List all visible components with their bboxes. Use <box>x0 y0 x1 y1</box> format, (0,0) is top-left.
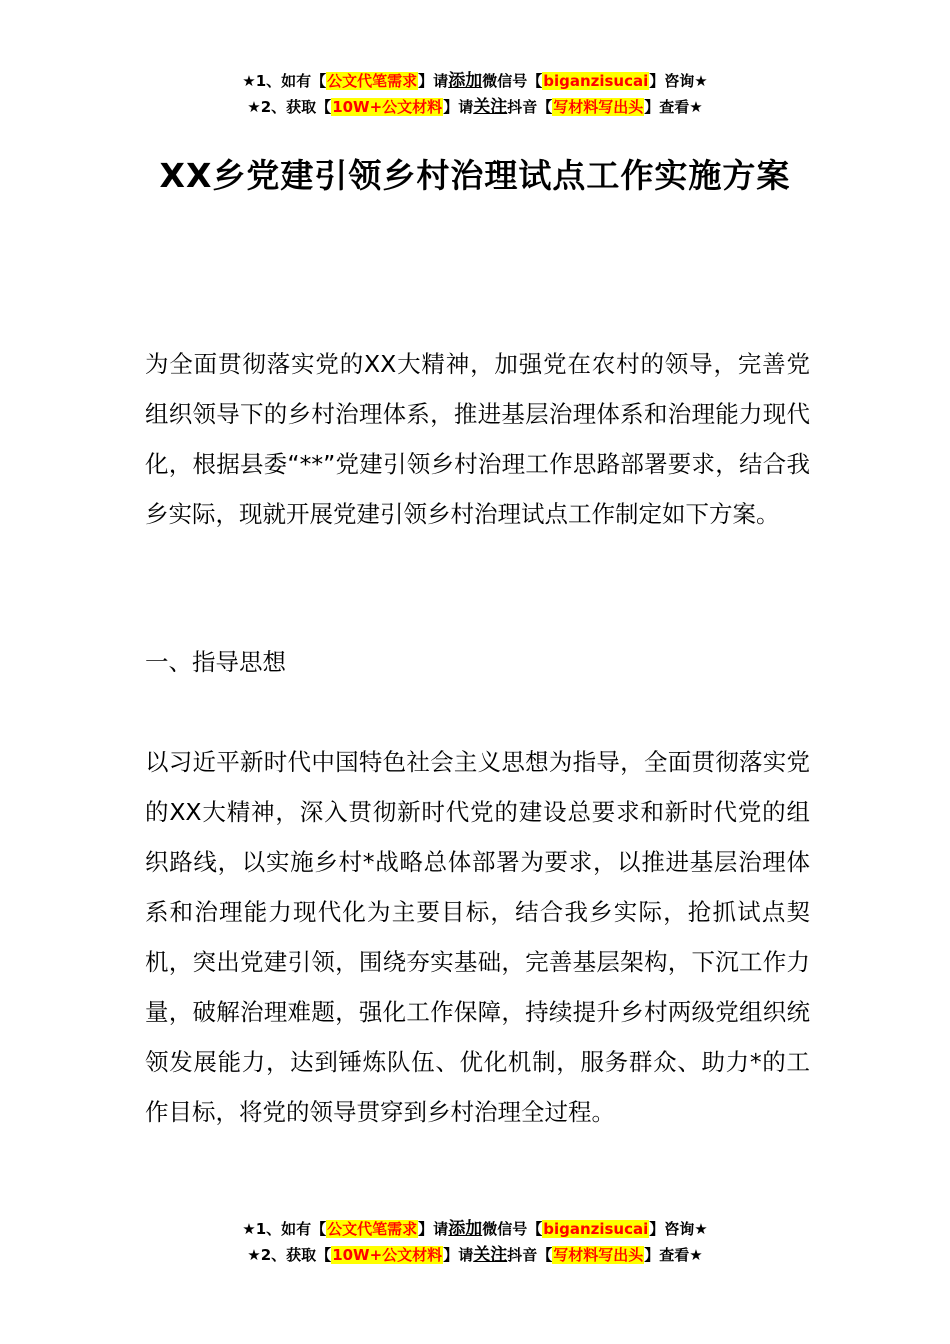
section-body-paragraph: 以习近平新时代中国特色社会主义思想为指导，全面贯彻落实党的XX大精神，深入贯彻新时代党的建设总要求和新时代党的组织路线，以实施乡村*战略总体部署为要求，以推进基层治理体系和治理能力现代化为主要目标，结合我乡实际，抢抓试点契机，突出党建引领，围绕夯实基础，完善基层架构，下沉工作力量，破解治理难题，强化工作保障，持续提升乡村两级党组织统领发展能力，达到锤炼队伍、优化机制，服务群众、助力*的工作目标，将党的领导贯穿到乡村治理全过程。 <box>145 748 810 1126</box>
promo-emphasis: 关注 <box>473 1245 508 1265</box>
promo-text: 微信号【 <box>482 72 543 90</box>
promo-text: 】请 <box>418 1220 449 1238</box>
promo-highlight: 公文代笔需求 <box>327 1220 418 1238</box>
promo-emphasis: 添加 <box>448 71 483 91</box>
promo-line-1 <box>0 68 950 94</box>
wechat-id: biganzisucai <box>543 1220 649 1238</box>
promo-banner-top <box>0 68 950 120</box>
douyin-id: 写材料写出头 <box>553 1246 644 1264</box>
promo-highlight: 10W+公文材料 <box>332 98 443 116</box>
promo-text: 】咨询★ <box>649 72 708 90</box>
promo-text: ★1、如有【 <box>242 1220 327 1238</box>
douyin-id: 写材料写出头 <box>553 98 644 116</box>
promo-text: 】请 <box>418 72 449 90</box>
promo-line-2 <box>0 94 950 120</box>
intro-paragraph: 为全面贯彻落实党的XX大精神，加强党在农村的领导，完善党组织领导下的乡村治理体系，推进基层治理体系和治理能力现代化，根据县委“**”党建引领乡村治理工作思路部署要求，结合我乡实际，现就开展党建引领乡村治理试点工作制定如下方案。 <box>145 350 810 528</box>
promo-text: 】请 <box>443 98 474 116</box>
promo-text: ★2、获取【 <box>247 1246 332 1264</box>
promo-line-2 <box>0 1242 950 1268</box>
promo-text: 】查看★ <box>644 98 703 116</box>
promo-text: ★1、如有【 <box>242 72 327 90</box>
promo-line-1 <box>0 1216 950 1242</box>
promo-emphasis: 关注 <box>473 97 508 117</box>
promo-highlight: 公文代笔需求 <box>327 72 418 90</box>
promo-text: ★2、获取【 <box>247 98 332 116</box>
promo-text: 抖音【 <box>507 98 553 116</box>
promo-text: 】请 <box>443 1246 474 1264</box>
promo-emphasis: 添加 <box>448 1219 483 1239</box>
document-title: XX乡党建引领乡村治理试点工作实施方案 <box>159 156 791 195</box>
promo-text: 微信号【 <box>482 1220 543 1238</box>
promo-text: 】咨询★ <box>649 1220 708 1238</box>
promo-text: 】查看★ <box>644 1246 703 1264</box>
wechat-id: biganzisucai <box>543 72 649 90</box>
section-heading: 一、指导思想 <box>145 648 286 676</box>
promo-highlight: 10W+公文材料 <box>332 1246 443 1264</box>
promo-banner-bottom <box>0 1216 950 1268</box>
promo-text: 抖音【 <box>507 1246 553 1264</box>
